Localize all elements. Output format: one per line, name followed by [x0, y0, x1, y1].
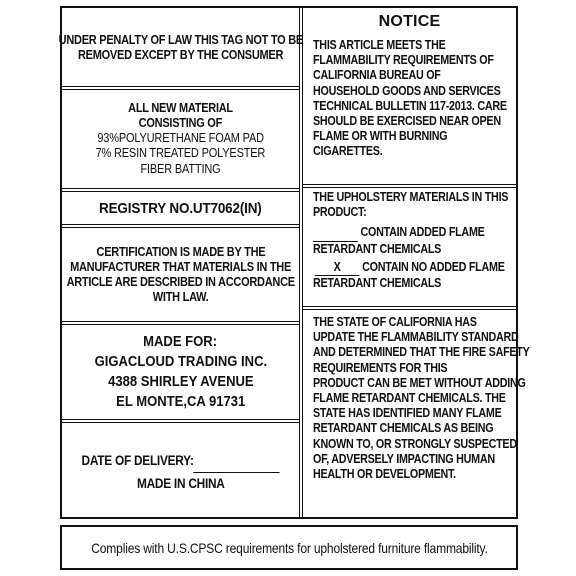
notice-body — [313, 38, 512, 160]
certification-line-4: WITH LAW. — [152, 289, 209, 304]
notice-line: CALIFORNIA BUREAU OF — [313, 68, 441, 83]
origin-text: MADE IN CHINA — [136, 475, 225, 491]
registry-section — [62, 192, 299, 224]
upholstery-line: PRODUCT: — [313, 205, 367, 220]
option-none-mark: X — [333, 259, 341, 274]
california-line: RETARDANT CHEMICALS AS BEING — [313, 421, 494, 436]
divider — [303, 306, 516, 310]
certification-line-2: MANUFACTURER THAT MATERIALS IN THE — [70, 259, 291, 274]
delivery-date-blank — [193, 450, 279, 473]
delivery-row — [81, 450, 279, 473]
registry-number: REGISTRY NO.UT7062(IN) — [99, 199, 262, 217]
option-added-label-2: RETARDANT CHEMICALS — [313, 241, 442, 256]
california-line: REQUIREMENTS FOR THIS — [313, 360, 448, 375]
notice-line: SHOULD BE EXERCISED NEAR OPEN — [313, 114, 501, 129]
option-added-checkbox[interactable] — [313, 225, 358, 241]
california-line: HEALTH OR DEVELOPMENT. — [313, 467, 456, 482]
compliance-footer — [60, 525, 518, 570]
material-section — [62, 90, 299, 188]
penalty-line-1: UNDER PENALTY OF LAW THIS TAG NOT TO BE — [58, 32, 303, 47]
penalty-section — [58, 8, 303, 87]
option-added-label: CONTAIN ADDED FLAME — [360, 225, 485, 240]
divider — [303, 184, 516, 188]
option-added-row — [313, 225, 484, 241]
notice-line: THIS ARTICLE MEETS THE — [313, 38, 446, 52]
california-line: THE STATE OF CALIFORNIA HAS — [313, 315, 477, 329]
california-section — [313, 315, 530, 482]
upholstery-section — [313, 190, 512, 291]
notice-line: FLAMMABILITY REQUIREMENTS OF — [313, 53, 494, 68]
upholstery-line: THE UPHOLSTERY MATERIALS IN THIS — [313, 190, 509, 204]
california-line: OF, ADVERSELY IMPACTING HUMAN — [313, 451, 495, 466]
california-line: PRODUCT CAN BE MET WITHOUT ADDING — [313, 375, 526, 390]
california-line: KNOWN TO, OR STRONGLY SUSPECTED — [313, 436, 517, 451]
california-line: STATE HAS IDENTIFIED MANY FLAME — [313, 406, 502, 421]
compliance-text: Complies with U.S.CPSC requirements for upholstered furniture flammability. — [90, 539, 488, 556]
material-heading-2: CONSISTING OF — [138, 115, 223, 130]
notice-line: HOUSEHOLD GOODS AND SERVICES — [313, 83, 501, 98]
right-column — [303, 8, 530, 517]
certification-section — [62, 228, 299, 321]
delivery-section — [62, 423, 299, 521]
notice-line: CIGARETTES. — [313, 144, 383, 159]
certification-line-3: ARTICLE ARE DESCRIBED IN ACCORDANCE — [66, 274, 295, 289]
notice-line: FLAME OR WITH BURNING — [313, 129, 448, 144]
penalty-line-2: REMOVED EXCEPT BY THE CONSUMER — [77, 47, 284, 62]
notice-line: TECHNICAL BULLETIN 117-2013. CARE — [313, 98, 507, 113]
option-none-checkbox[interactable] — [315, 260, 360, 276]
material-line-3: FIBER BATTING — [140, 161, 221, 176]
material-line-2: 7% RESIN TREATED POLYESTER — [95, 146, 266, 161]
material-heading-1: ALL NEW MATERIAL — [128, 100, 233, 115]
option-none-row — [313, 259, 505, 276]
made-for-section — [62, 325, 299, 419]
option-none-label: CONTAIN NO ADDED FLAME — [362, 259, 505, 274]
california-line: FLAME RETARDANT CHEMICALS. THE — [313, 391, 506, 406]
made-for-label: MADE FOR: — [143, 334, 218, 350]
california-line: AND DETERMINED THAT THE FIRE SAFETY — [313, 345, 530, 360]
notice-title: NOTICE — [378, 13, 441, 30]
california-line: UPDATE THE FLAMMABILITY STANDARD — [313, 330, 519, 345]
left-column — [58, 8, 303, 517]
address-street: 4388 SHIRLEY AVENUE — [107, 374, 254, 390]
address-city: EL MONTE,CA 91731 — [115, 394, 246, 410]
law-label — [58, 6, 530, 519]
certification-line-1: CERTIFICATION IS MADE BY THE — [96, 244, 265, 259]
option-none-label-2: RETARDANT CHEMICALS — [313, 276, 442, 291]
delivery-label: DATE OF DELIVERY: — [81, 452, 194, 468]
material-line-1: 93%POLYURETHANE FOAM PAD — [97, 130, 264, 145]
company-name: GIGACLOUD TRADING INC. — [94, 354, 267, 370]
